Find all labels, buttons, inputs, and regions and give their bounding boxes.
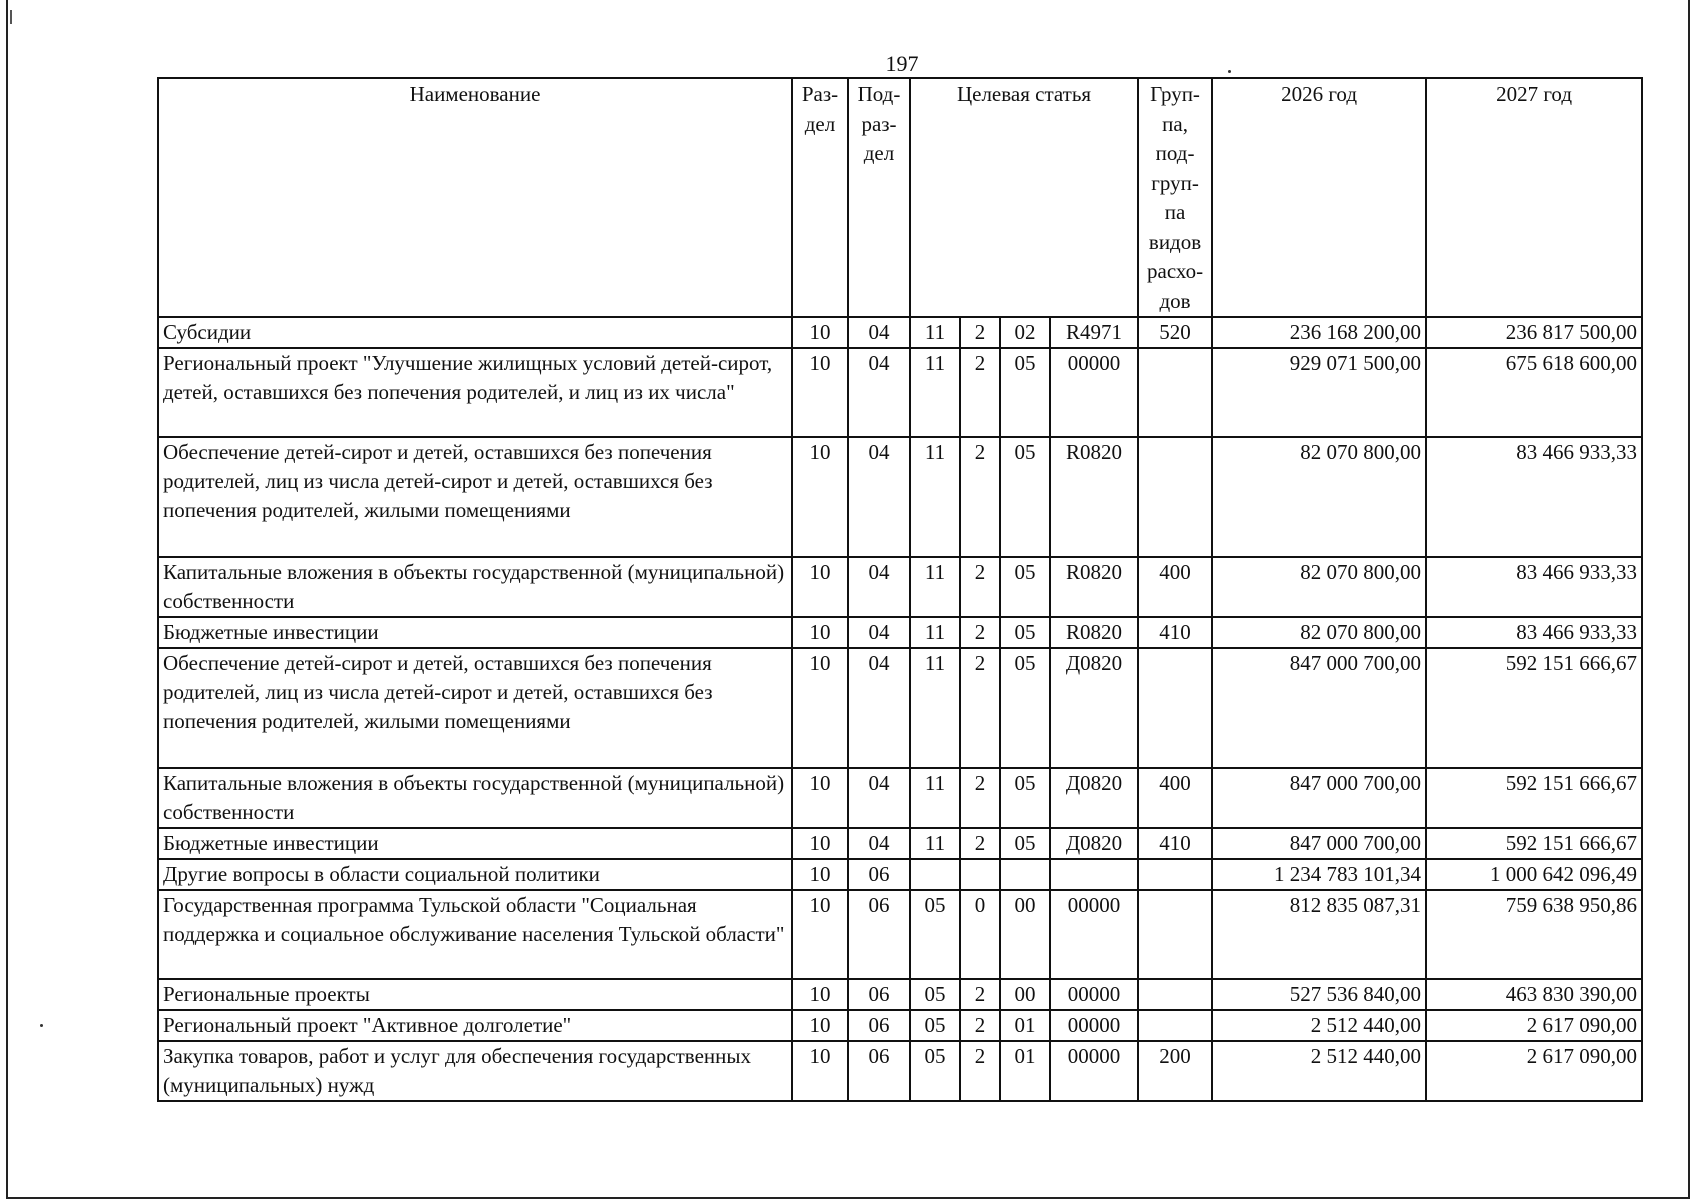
cell-podrazdel: 04 (848, 557, 910, 617)
cell-name: Обеспечение детей-сирот и детей, оставшихся без попечения родителей, лиц из числа детей-сирот и детей, оставшихся без попечения родителей, жилыми помещениями (158, 648, 792, 768)
header-2026: 2026 год (1212, 78, 1426, 317)
cell-target-type: 2 (960, 1010, 1000, 1041)
cell-name: Обеспечение детей-сирот и детей, оставшихся без попечения родителей, лиц из числа детей-сирот и детей, оставшихся без попечения родителей, жилыми помещениями (158, 437, 792, 557)
table-header-row (158, 78, 1642, 317)
table-row (158, 617, 1642, 648)
cell-podrazdel: 06 (848, 1041, 910, 1101)
cell-2027: 463 830 390,00 (1426, 979, 1642, 1010)
cell-target-direction: Д0820 (1050, 648, 1138, 768)
scan-mark (10, 10, 12, 24)
table-row (158, 828, 1642, 859)
cell-target-item: 01 (1000, 1041, 1050, 1101)
cell-target-program (910, 859, 960, 890)
cell-2027: 83 466 933,33 (1426, 437, 1642, 557)
cell-podrazdel: 06 (848, 859, 910, 890)
header-expense-group-text: Груп- па, под- груп- па видов расхо- дов (1147, 82, 1204, 313)
header-podrazdel-text: Под- раз- дел (857, 82, 901, 165)
cell-podrazdel: 04 (848, 348, 910, 437)
cell-target-direction: R4971 (1050, 317, 1138, 348)
table-row (158, 1041, 1642, 1101)
cell-expense-group (1138, 1010, 1212, 1041)
cell-target-item: 05 (1000, 828, 1050, 859)
cell-name: Бюджетные инвестиции (158, 828, 792, 859)
budget-table (157, 77, 1643, 1102)
cell-name: Региональный проект "Активное долголетие" (158, 1010, 792, 1041)
cell-name: Другие вопросы в области социальной политики (158, 859, 792, 890)
cell-target-program: 11 (910, 437, 960, 557)
cell-target-item (1000, 859, 1050, 890)
table-body (158, 317, 1642, 1101)
cell-target-item: 05 (1000, 557, 1050, 617)
cell-target-direction: R0820 (1050, 617, 1138, 648)
cell-target-direction: 00000 (1050, 979, 1138, 1010)
cell-name: Капитальные вложения в объекты государственной (муниципальной) собственности (158, 557, 792, 617)
cell-target-type: 0 (960, 890, 1000, 979)
cell-2026: 82 070 800,00 (1212, 557, 1426, 617)
cell-2026: 527 536 840,00 (1212, 979, 1426, 1010)
cell-name: Бюджетные инвестиции (158, 617, 792, 648)
cell-name: Региональный проект "Улучшение жилищных условий детей-сирот, детей, оставшихся без попечения родителей, и лиц из их числа" (158, 348, 792, 437)
header-expense-group (1138, 78, 1212, 317)
cell-target-program: 11 (910, 648, 960, 768)
table-row (158, 768, 1642, 828)
cell-razdel: 10 (792, 979, 848, 1010)
cell-expense-group: 400 (1138, 557, 1212, 617)
cell-podrazdel: 04 (848, 617, 910, 648)
cell-target-item: 05 (1000, 437, 1050, 557)
cell-name: Капитальные вложения в объекты государственной (муниципальной) собственности (158, 768, 792, 828)
cell-razdel: 10 (792, 859, 848, 890)
cell-target-program: 11 (910, 617, 960, 648)
cell-2027: 2 617 090,00 (1426, 1041, 1642, 1101)
table-row (158, 648, 1642, 768)
cell-target-program: 11 (910, 557, 960, 617)
table-row (158, 979, 1642, 1010)
cell-target-program: 05 (910, 979, 960, 1010)
cell-target-type (960, 859, 1000, 890)
cell-expense-group: 410 (1138, 617, 1212, 648)
cell-2026: 2 512 440,00 (1212, 1010, 1426, 1041)
cell-target-type: 2 (960, 317, 1000, 348)
cell-target-direction: R0820 (1050, 437, 1138, 557)
cell-2027: 675 618 600,00 (1426, 348, 1642, 437)
cell-2026: 847 000 700,00 (1212, 828, 1426, 859)
cell-2027: 83 466 933,33 (1426, 617, 1642, 648)
header-2027: 2027 год (1426, 78, 1642, 317)
cell-name: Региональные проекты (158, 979, 792, 1010)
table-row (158, 557, 1642, 617)
cell-2026: 812 835 087,31 (1212, 890, 1426, 979)
cell-2026: 929 071 500,00 (1212, 348, 1426, 437)
table-row (158, 317, 1642, 348)
cell-target-direction: 00000 (1050, 1010, 1138, 1041)
header-razdel-text: Раз- дел (801, 82, 839, 136)
cell-2027: 83 466 933,33 (1426, 557, 1642, 617)
table-row (158, 859, 1642, 890)
cell-expense-group (1138, 437, 1212, 557)
page-number: 197 (885, 51, 919, 76)
cell-expense-group (1138, 859, 1212, 890)
cell-expense-group: 400 (1138, 768, 1212, 828)
cell-target-direction: 00000 (1050, 348, 1138, 437)
cell-expense-group (1138, 648, 1212, 768)
cell-podrazdel: 04 (848, 828, 910, 859)
cell-target-program: 11 (910, 348, 960, 437)
cell-target-direction (1050, 859, 1138, 890)
cell-2026: 82 070 800,00 (1212, 617, 1426, 648)
cell-expense-group (1138, 979, 1212, 1010)
cell-name: Субсидии (158, 317, 792, 348)
cell-target-type: 2 (960, 828, 1000, 859)
scan-speck (40, 1024, 43, 1027)
cell-target-program: 05 (910, 890, 960, 979)
cell-target-item: 05 (1000, 768, 1050, 828)
cell-name: Государственная программа Тульской области "Социальная поддержка и социальное обслуживание населения Тульской области" (158, 890, 792, 979)
cell-target-type: 2 (960, 1041, 1000, 1101)
cell-target-program: 11 (910, 317, 960, 348)
cell-2026: 236 168 200,00 (1212, 317, 1426, 348)
cell-target-direction: 00000 (1050, 890, 1138, 979)
cell-target-program: 05 (910, 1010, 960, 1041)
cell-target-item: 05 (1000, 648, 1050, 768)
cell-razdel: 10 (792, 557, 848, 617)
cell-razdel: 10 (792, 828, 848, 859)
cell-podrazdel: 06 (848, 1010, 910, 1041)
cell-target-item: 00 (1000, 890, 1050, 979)
table-row (158, 1010, 1642, 1041)
table-row (158, 437, 1642, 557)
cell-target-direction: R0820 (1050, 557, 1138, 617)
header-target-article: Целевая статья (910, 78, 1138, 317)
table-row (158, 348, 1642, 437)
cell-target-program: 05 (910, 1041, 960, 1101)
cell-2027: 759 638 950,86 (1426, 890, 1642, 979)
cell-target-type: 2 (960, 617, 1000, 648)
cell-razdel: 10 (792, 348, 848, 437)
cell-podrazdel: 06 (848, 890, 910, 979)
cell-razdel: 10 (792, 617, 848, 648)
cell-2026: 847 000 700,00 (1212, 648, 1426, 768)
cell-expense-group: 520 (1138, 317, 1212, 348)
cell-name: Закупка товаров, работ и услуг для обеспечения государственных (муниципальных) нужд (158, 1041, 792, 1101)
cell-target-item: 01 (1000, 1010, 1050, 1041)
cell-2027: 2 617 090,00 (1426, 1010, 1642, 1041)
cell-podrazdel: 04 (848, 768, 910, 828)
cell-podrazdel: 04 (848, 317, 910, 348)
cell-2027: 1 000 642 096,49 (1426, 859, 1642, 890)
cell-target-program: 11 (910, 768, 960, 828)
header-razdel (792, 78, 848, 317)
cell-2027: 592 151 666,67 (1426, 768, 1642, 828)
cell-2027: 236 817 500,00 (1426, 317, 1642, 348)
cell-2026: 82 070 800,00 (1212, 437, 1426, 557)
cell-target-type: 2 (960, 437, 1000, 557)
cell-2027: 592 151 666,67 (1426, 828, 1642, 859)
cell-podrazdel: 04 (848, 648, 910, 768)
cell-razdel: 10 (792, 1041, 848, 1101)
cell-2026: 1 234 783 101,34 (1212, 859, 1426, 890)
cell-razdel: 10 (792, 768, 848, 828)
table-row (158, 890, 1642, 979)
cell-expense-group (1138, 890, 1212, 979)
cell-2027: 592 151 666,67 (1426, 648, 1642, 768)
cell-razdel: 10 (792, 648, 848, 768)
cell-target-type: 2 (960, 557, 1000, 617)
cell-razdel: 10 (792, 437, 848, 557)
cell-target-direction: Д0820 (1050, 828, 1138, 859)
cell-target-type: 2 (960, 979, 1000, 1010)
cell-target-direction: 00000 (1050, 1041, 1138, 1101)
cell-razdel: 10 (792, 1010, 848, 1041)
cell-target-type: 2 (960, 648, 1000, 768)
cell-target-item: 00 (1000, 979, 1050, 1010)
cell-target-type: 2 (960, 348, 1000, 437)
cell-2026: 2 512 440,00 (1212, 1041, 1426, 1101)
cell-expense-group: 410 (1138, 828, 1212, 859)
cell-target-direction: Д0820 (1050, 768, 1138, 828)
header-name: Наименование (158, 78, 792, 317)
cell-target-item: 05 (1000, 617, 1050, 648)
cell-target-item: 02 (1000, 317, 1050, 348)
cell-podrazdel: 06 (848, 979, 910, 1010)
cell-target-program: 11 (910, 828, 960, 859)
cell-razdel: 10 (792, 317, 848, 348)
cell-expense-group: 200 (1138, 1041, 1212, 1101)
cell-podrazdel: 04 (848, 437, 910, 557)
cell-target-item: 05 (1000, 348, 1050, 437)
header-podrazdel (848, 78, 910, 317)
cell-2026: 847 000 700,00 (1212, 768, 1426, 828)
cell-expense-group (1138, 348, 1212, 437)
cell-razdel: 10 (792, 890, 848, 979)
scan-speck (1228, 70, 1231, 73)
cell-target-type: 2 (960, 768, 1000, 828)
